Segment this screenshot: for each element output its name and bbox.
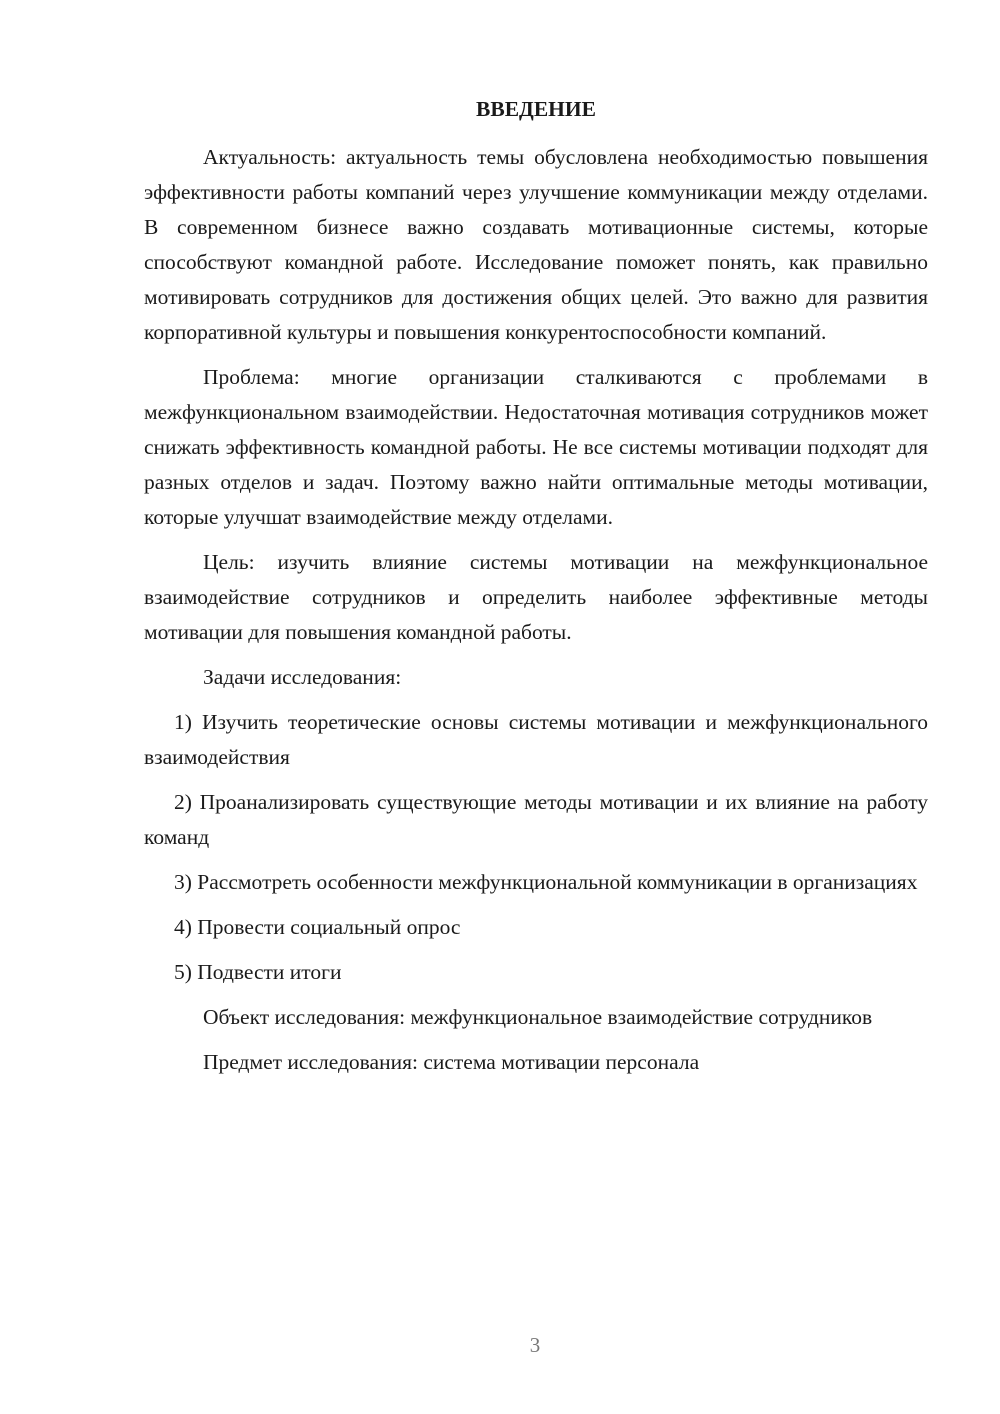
page-number: 3: [529, 1333, 541, 1357]
paragraph-goal: Цель: изучить влияние системы мотивации на межфункциональное взаимодействие сотрудников и определить наиболее эффективные методы мотивации для повышения командной работы.: [144, 550, 928, 644]
paragraph-object: Объект исследования: межфункциональное взаимодействие сотрудников: [203, 1005, 873, 1029]
paragraph-subject: Предмет исследования: система мотивации персонала: [203, 1050, 700, 1074]
task-item-4: 4) Провести социальный опрос: [174, 915, 461, 939]
page-content: [144, 92, 928, 1090]
task-item-5: 5) Подвести итоги: [174, 960, 342, 984]
task-item-1: 1) Изучить теоретические основы системы мотивации и межфункционального взаимодействия: [144, 710, 928, 769]
task-item-2: 2) Проанализировать существующие методы мотивации и их влияние на работу команд: [144, 790, 928, 849]
page-title: ВВЕДЕНИЕ: [476, 97, 596, 121]
paragraph-relevance: Актуальность: актуальность темы обусловлена необходимостью повышения эффективности работы компаний через улучшение коммуникации между отделами. В современном бизнесе важно создавать мотивационные системы, которые способствуют командной работе. Исследование поможет понять, как правильно мотивировать сотрудников для достижения общих целей. Это важно для развития корпоративной культуры и повышения конкурентоспособности компаний.: [144, 145, 928, 344]
paragraph-problem: Проблема: многие организации сталкиваются с проблемами в межфункциональном взаимодействии. Недостаточная мотивация сотрудников может снижать эффективность командной работы. Не все системы мотивации подходят для разных отделов и задач. Поэтому важно найти оптимальные методы мотивации, которые улучшат взаимодействие между отделами.: [144, 365, 928, 529]
tasks-heading: Задачи исследования:: [203, 665, 402, 689]
task-item-3: 3) Рассмотреть особенности межфункциональной коммуникации в организациях: [174, 870, 918, 894]
